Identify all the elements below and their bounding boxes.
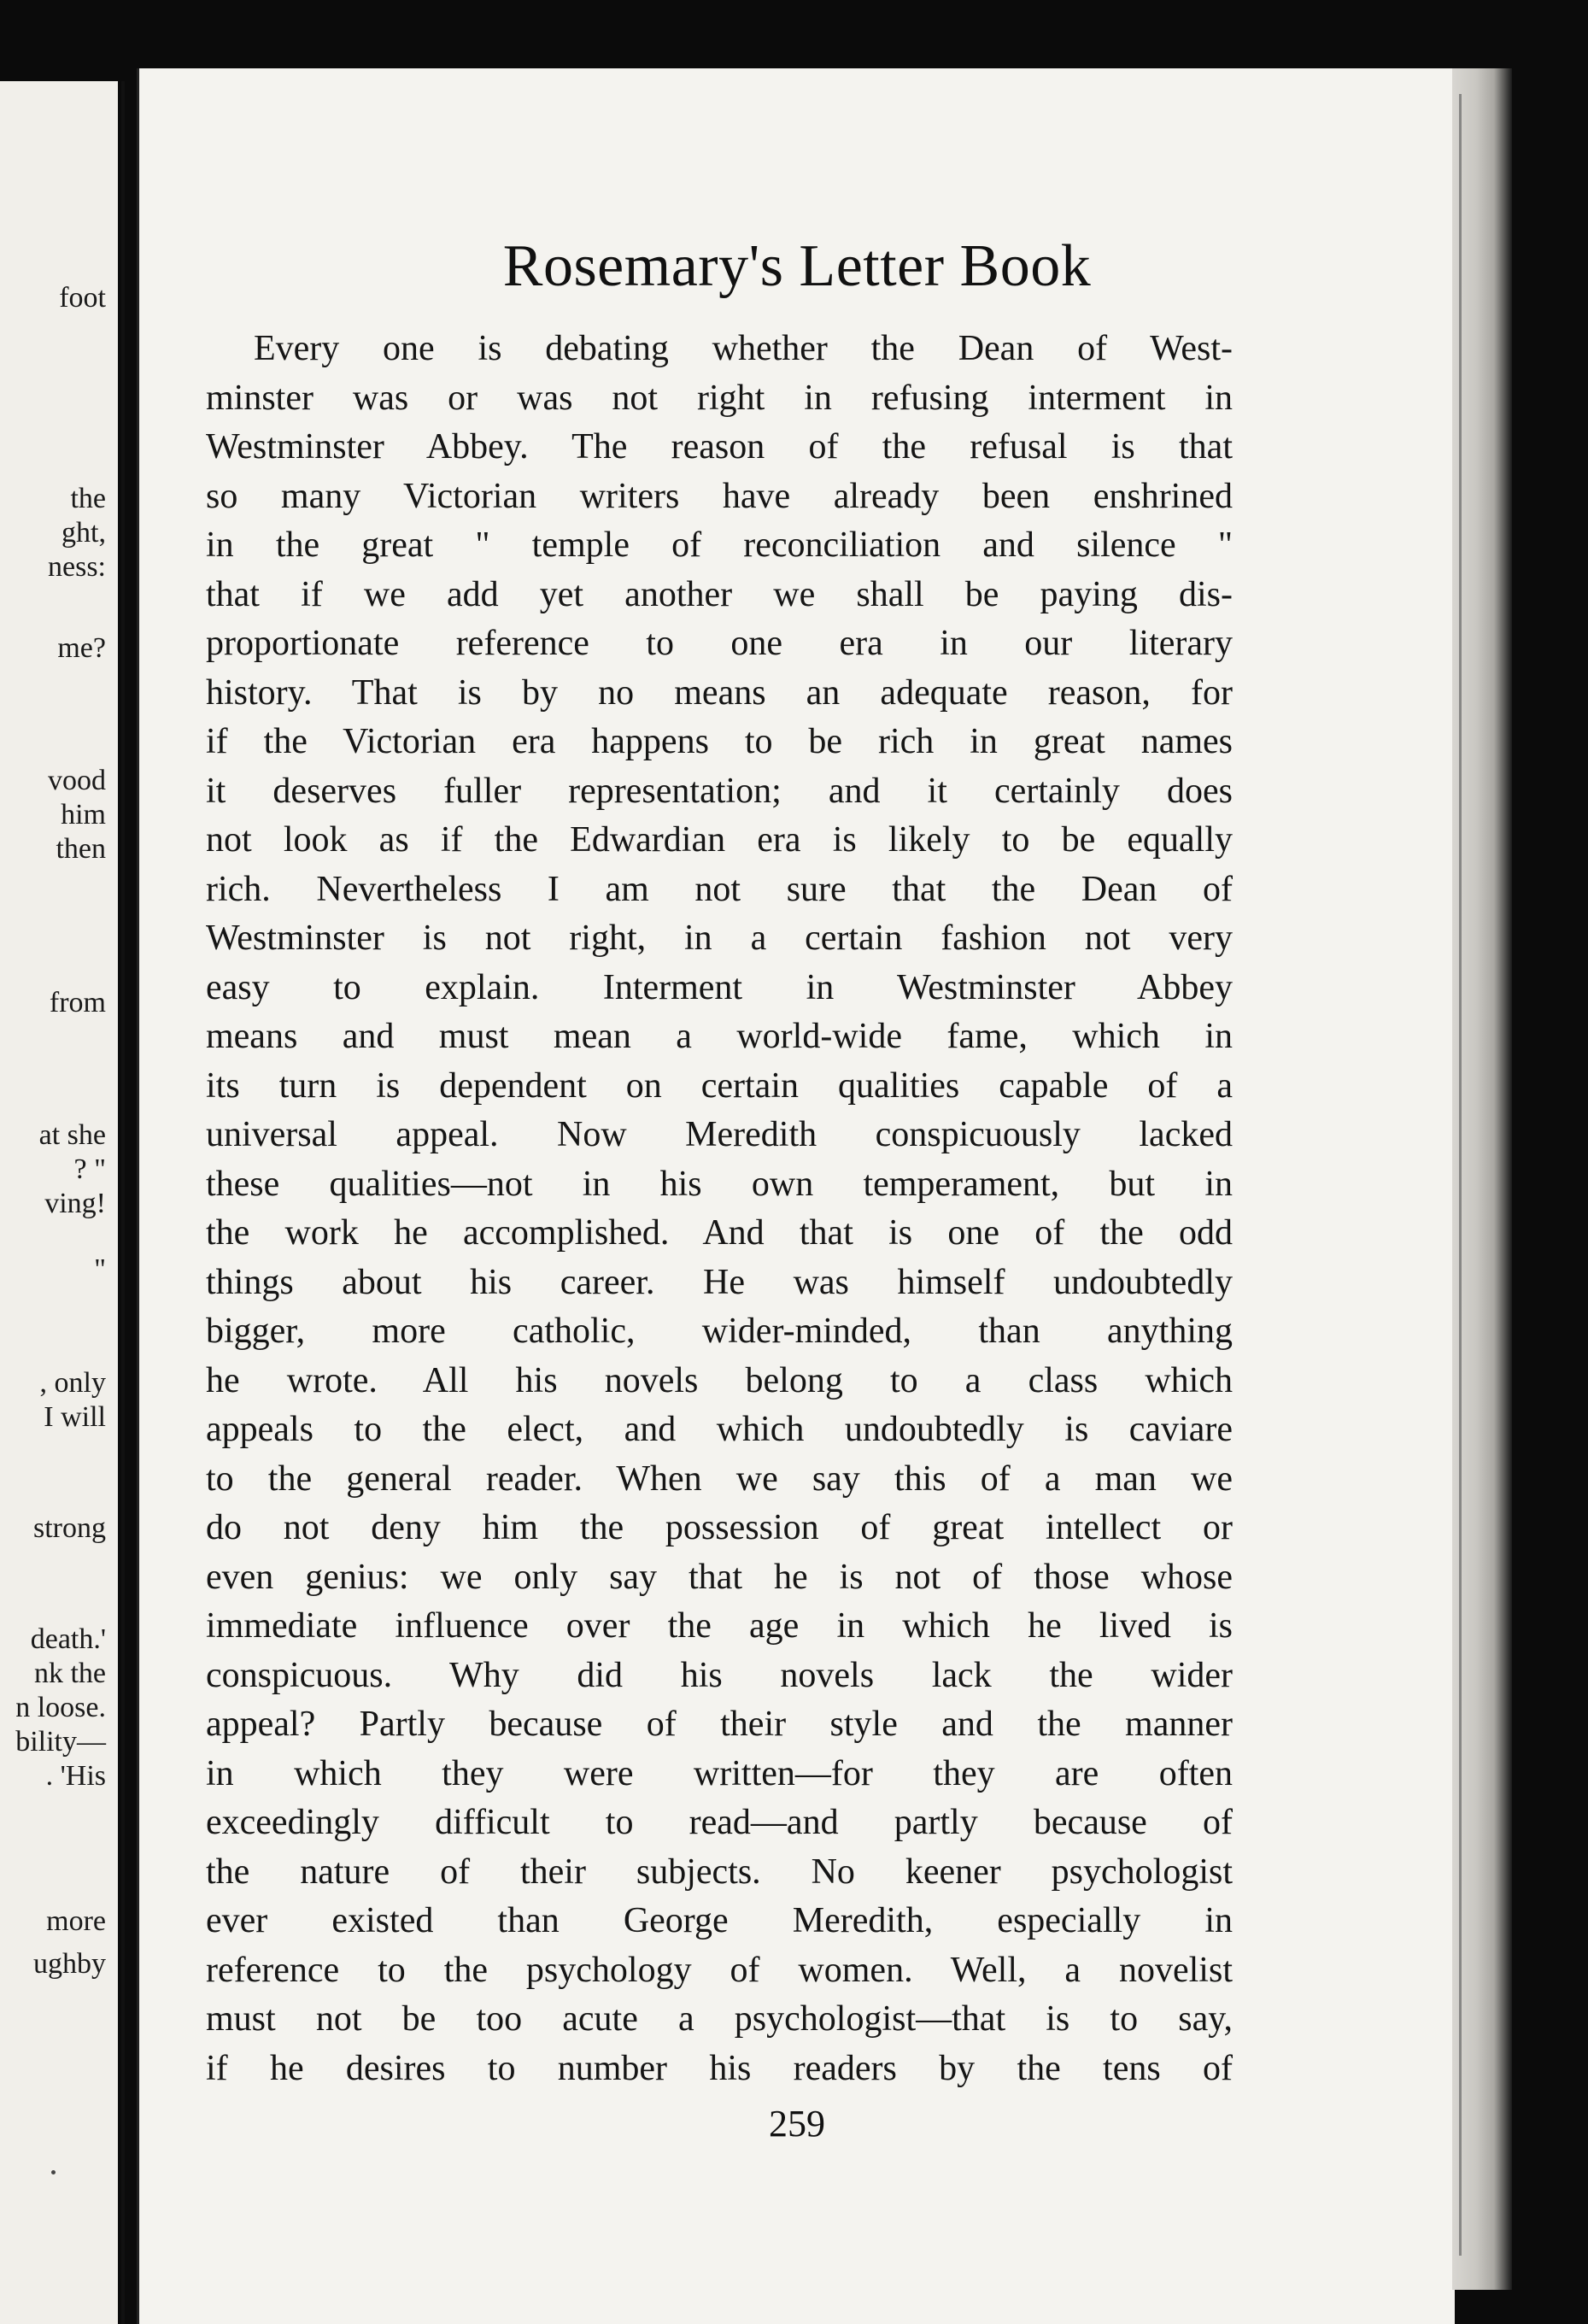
left-fragment: him [61, 799, 106, 830]
text-line: universal appeal. Now Meredith conspicuously lacked [206, 1115, 1233, 1154]
text-line: Westminster Abbey. The reason of the refusal is that [206, 427, 1233, 467]
text-line: if he desires to number his readers by the tens of [206, 2048, 1233, 2088]
left-fragment: at she [38, 1119, 106, 1151]
body-text [206, 325, 1233, 2093]
left-fragment: ? " [73, 1153, 106, 1185]
text-line: appeal? Partly because of their style and the manner [206, 1705, 1233, 1744]
text-line: these qualities—not in his own temperament, but in [206, 1164, 1233, 1204]
text-line: so many Victorian writers have already been enshrined [206, 476, 1233, 516]
text-line: history. That is by no means an adequate reason, for [206, 672, 1233, 713]
text-line: ever existed than George Meredith, especially in [206, 1901, 1233, 1940]
text-line: minster was or was not right in refusing interment in [206, 378, 1233, 418]
left-page-fragment [0, 81, 118, 2324]
left-fragment: more [46, 1905, 106, 1937]
text-line: conspicuous. Why did his novels lack the wider [206, 1655, 1233, 1695]
text-line: exceedingly difficult to read—and partly because of [206, 1803, 1233, 1842]
text-line: means and must mean a world-wide fame, which in [206, 1017, 1233, 1056]
text-line: rich. Nevertheless I am not sure that the Dean of [206, 869, 1233, 909]
right-page [137, 68, 1455, 2324]
left-fragment: n loose. [15, 1692, 106, 1723]
left-fragment: me? [57, 632, 106, 664]
text-line: reference to the psychology of women. Well, a novelist [206, 1950, 1233, 1990]
text-line: it deserves fuller representation; and it certainly does [206, 771, 1233, 811]
text-line: its turn is dependent on certain qualities capable of a [206, 1065, 1233, 1106]
page-gutter [121, 81, 125, 2324]
text-line: things about his career. He was himself undoubtedly [206, 1262, 1233, 1302]
left-fragment: ght, [62, 517, 106, 549]
left-fragment: foot [59, 282, 106, 314]
left-fragment: . 'His [45, 1760, 106, 1792]
left-fragment: nk the [33, 1658, 106, 1689]
left-fragment: " [94, 1253, 106, 1285]
left-fragment: bility— [15, 1726, 106, 1758]
text-line: immediate influence over the age in which he lived is [206, 1606, 1233, 1646]
page-number: 259 [769, 2103, 825, 2145]
left-fragment: ughby [33, 1948, 106, 1980]
text-line: not look as if the Edwardian era is likely to be equally [206, 820, 1233, 860]
text-line: even genius: we only say that he is not of those whose [206, 1557, 1233, 1597]
text-line: that if we add yet another we shall be paying dis- [206, 574, 1233, 614]
page-title: Rosemary's Letter Book [502, 233, 1092, 299]
left-fragment: ving! [44, 1188, 106, 1219]
text-line: do not deny him the possession of great intellect or [206, 1508, 1233, 1547]
left-fragment: ness: [48, 551, 106, 583]
left-fragment: , only [39, 1367, 106, 1399]
text-line: Every one is debating whether the Dean of West- [254, 329, 1233, 368]
text-line: Westminster is not right, in a certain fashion not very [206, 918, 1233, 958]
text-line: to the general reader. When we say this of a man we [206, 1458, 1233, 1499]
text-line: proportionate reference to one era in our literary [206, 624, 1233, 663]
text-line: in the great " temple of reconciliation and silence " [206, 525, 1233, 565]
left-fragment: vood [48, 765, 106, 796]
page-edge-line [1459, 94, 1462, 2256]
left-fragment: the [70, 483, 106, 514]
left-fragment: from [49, 987, 106, 1018]
left-fragment: death.' [30, 1623, 106, 1655]
text-line: must not be too acute a psychologist—that is to say, [206, 1999, 1233, 2039]
text-line: if the Victorian era happens to be rich in great names [206, 722, 1233, 761]
left-fragment: strong [33, 1512, 106, 1544]
left-fragment: then [56, 833, 106, 865]
text-line: the work he accomplished. And that is one of the odd [206, 1213, 1233, 1253]
dust-speck [51, 2170, 56, 2174]
text-line: appeals to the elect, and which undoubtedly is caviare [206, 1410, 1233, 1449]
left-fragment: I will [44, 1401, 106, 1433]
text-line: he wrote. All his novels belong to a class which [206, 1360, 1233, 1400]
text-line: the nature of their subjects. No keener psychologist [206, 1852, 1233, 1892]
text-line: easy to explain. Interment in Westminster Abbey [206, 967, 1233, 1007]
text-line: in which they were written—for they are often [206, 1753, 1233, 1793]
text-line: bigger, more catholic, wider-minded, than anything [206, 1312, 1233, 1351]
